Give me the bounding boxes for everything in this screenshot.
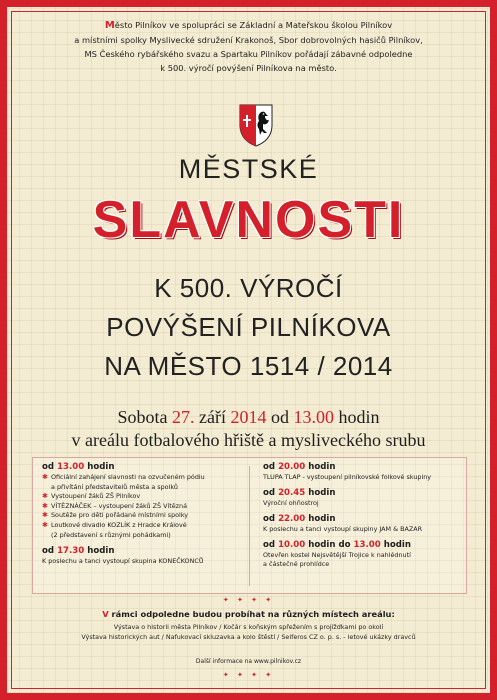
star-icon: ✱ <box>42 501 48 510</box>
program-list <box>42 473 247 540</box>
time-2000-desc: TLUPA TLAP - vystoupení pilníkovské folkové skupiny <box>263 473 432 481</box>
event-date: Sobota 27. září 2014 od 13.00 hodin <box>117 407 380 427</box>
areal-heading: V rámci odpoledne budou probíhat na různých místech areálu: <box>102 609 395 619</box>
intro-line-3: MS Českého rybářského svazu a Spartaku Pilníkov pořádají zábavné odpoledne <box>84 49 413 59</box>
areal-line-2: Výstava historických aut / Nafukovací skluzavka a kolo štěstí / Seiferos CZ o. p. s. - letové ukázky dravců <box>81 632 416 641</box>
event-venue: v areálu fotbalového hřiště a mysliveckého srubu <box>71 430 426 450</box>
schedule-divider <box>249 466 250 586</box>
areal-line-1: Výstava o historii města Pilníkov / Kočár s koňským spřežením s projížďkami po okolí <box>113 623 384 631</box>
time-1000-desc-1: Otevřen kostel Nejsvětější Trojice k nahlédnutí <box>263 551 411 559</box>
coat-of-arms-icon <box>238 103 274 147</box>
schedule-left-column <box>42 460 247 566</box>
footer-info: Další informace na www.pilnikov.cz <box>195 658 302 665</box>
star-icon: ✱ <box>42 520 48 529</box>
intro-line-1: Město Pilníkov ve spolupráci se Základní a Mateřskou školou Pilníkov <box>104 20 393 31</box>
time-1300: od 13.00 hodin <box>42 462 115 472</box>
time-1000: od 10.00 hodin do 13.00 hodin <box>263 540 411 550</box>
star-icon: ✱ <box>42 511 48 520</box>
title-povyseni: POVÝŠENÍ PILNÍKOVA <box>106 312 391 342</box>
list-item: (2 představení s různými pohádkami) <box>51 530 171 539</box>
title-na-mesto: NA MĚSTO 1514 / 2014 <box>104 351 393 381</box>
time-2200: od 22.00 hodin <box>263 514 336 524</box>
intro-dropcap: M <box>104 20 115 31</box>
areal-activities <box>7 623 490 642</box>
list-item: ✱ Loutkové divadlo KOZLÍK z Hradce Králové <box>42 520 187 529</box>
time-1730: od 17.30 hodin <box>42 546 115 557</box>
title-vyroci: K 500. VÝROČÍ <box>154 273 343 303</box>
time-2045-desc: Výroční ohňostroj <box>263 499 319 507</box>
intro-text <box>25 18 472 75</box>
list-item: ✱ Vystoupení žáků ZŠ Pilníkov <box>42 492 141 501</box>
list-item: ✱ VÍTĚZNÁČEK – vystoupení žáků ZŠ Vítězná <box>42 501 187 510</box>
star-icon: ✱ <box>42 473 48 481</box>
time-1000-desc-2: a částečné prohlídce <box>263 560 330 568</box>
star-icon: ✱ <box>42 492 48 501</box>
list-item: ✱ Soutěže pro děti pořádané místními spolky <box>42 511 189 520</box>
decor-stars-top: ✦ ✦ ✦ ✦ <box>222 596 275 604</box>
schedule-right-column <box>263 460 463 569</box>
list-item: a přivítání představitelů města a spolků <box>51 482 178 491</box>
title-mestske: MĚSTSKÉ <box>178 154 319 184</box>
schedule-box <box>32 457 467 594</box>
title-slavnosti: SLAVNOSTI <box>92 191 405 249</box>
list-item: ✱ Oficiální zahájení slavnosti na ozvučeném pódiu <box>42 473 205 481</box>
time-2000: od 20.00 hodin <box>263 462 336 472</box>
time-1730-desc: K poslechu a tanci vystoupí skupina KONEČKONCŮ <box>42 557 204 566</box>
intro-line-2: a místními spolky Myslivecké sdružení Krakonoš, Sbor dobrovolných hasičů Pilníkov, <box>74 35 423 45</box>
time-2045: od 20.45 hodin <box>263 488 336 498</box>
decor-stars-bottom: ✦ ✦ ✦ ✦ <box>222 671 275 679</box>
time-2200-desc: K poslechu a tanci vystoupí skupiny JAM & BAZAR <box>263 525 423 533</box>
intro-line-4: k 500. výročí povýšení Pilníkova na město. <box>160 63 337 73</box>
